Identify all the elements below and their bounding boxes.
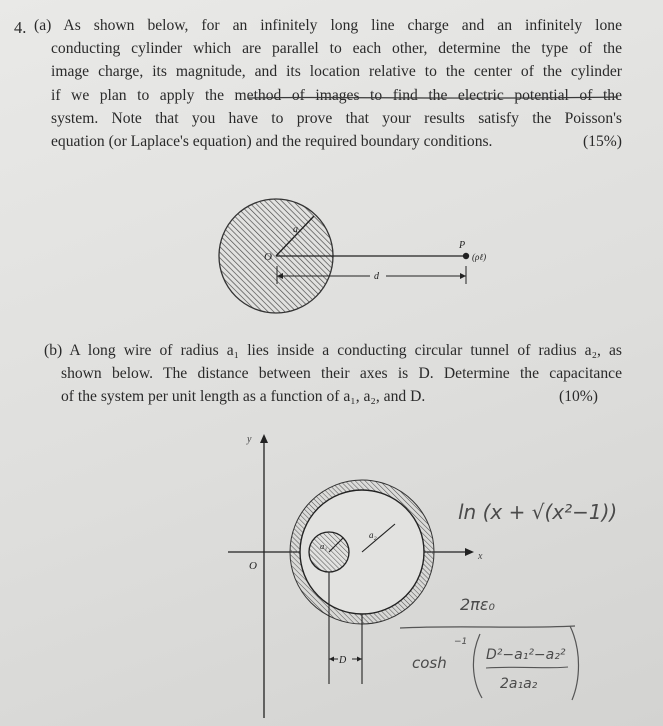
handwritten-notes [400, 486, 650, 721]
hand-superscript: −1 [454, 637, 468, 647]
label-d: d [374, 271, 379, 282]
part-a-line-1: (a) As shown below, for an infinitely long line charge and an infinitely lone [34, 17, 622, 34]
part-a-line-6-text: equation (or Laplace's equation) and the required boundary conditions. [51, 133, 493, 151]
part-a-line-4: if we plan to apply the method of images to find the electric potential of the [51, 86, 622, 104]
label-a: a [293, 224, 298, 235]
hand-cosh-denominator: 2a₁a₂ [500, 676, 538, 692]
part-a-points: (15%) [583, 133, 622, 151]
part-b-line-3 [44, 385, 622, 408]
question-number: 4. [14, 18, 27, 37]
part-b-line-1: (b) A long wire of radius a₁ lies inside a conducting circular tunnel of radius a₂, as [44, 342, 622, 359]
x-axis-label: x [478, 551, 483, 562]
hand-fraction-bar [400, 626, 575, 628]
hand-numerator: 2πε₀ [460, 595, 495, 614]
hand-paren-right [570, 626, 579, 700]
y-axis-label: y [247, 434, 252, 445]
part-a-line-2: conducting cylinder which are parallel to each other, determine the type of the [51, 40, 622, 58]
figure-a [0, 180, 663, 330]
label-P: P [459, 240, 466, 251]
part-b-line-3-text: of the system per unit length as a function of a₁, a₂, and D. [61, 388, 426, 406]
y-axis-arrow [260, 434, 268, 443]
hand-log-formula: ln (x + √(x²−1)) [458, 500, 618, 524]
part-a-text [34, 14, 622, 153]
part-b-line-2: shown below. The distance between their axes is D. Determine the capacitance [61, 365, 622, 383]
label-D: D [339, 655, 347, 666]
hand-cosh: cosh [412, 654, 447, 672]
part-a-line-3: image charge, its magnitude, and its location relative to the center of the cylinder [51, 63, 622, 81]
hand-underline [246, 95, 621, 101]
part-a-line-5: system. Note that you have to prove that your results satisfy the Poisson's [51, 109, 622, 127]
line-charge-dot [463, 253, 469, 259]
origin-label: O [249, 560, 257, 572]
D-arrow-left [329, 657, 334, 662]
D-arrow-right [357, 657, 362, 662]
label-a2: a₂ [369, 530, 377, 540]
dim-arrow-right [460, 273, 466, 279]
part-b-points: (10%) [559, 388, 598, 406]
label-charge: (ρℓ) [472, 252, 487, 262]
label-O: O [264, 251, 272, 263]
hand-paren-left [473, 634, 482, 698]
part-b-text [44, 339, 622, 409]
part-a-line-6 [34, 130, 622, 153]
hand-inner-fraction-bar [486, 667, 568, 668]
label-a1: a₁ [320, 541, 328, 551]
hand-cosh-numerator: D²−a₁²−a₂² [486, 647, 566, 663]
